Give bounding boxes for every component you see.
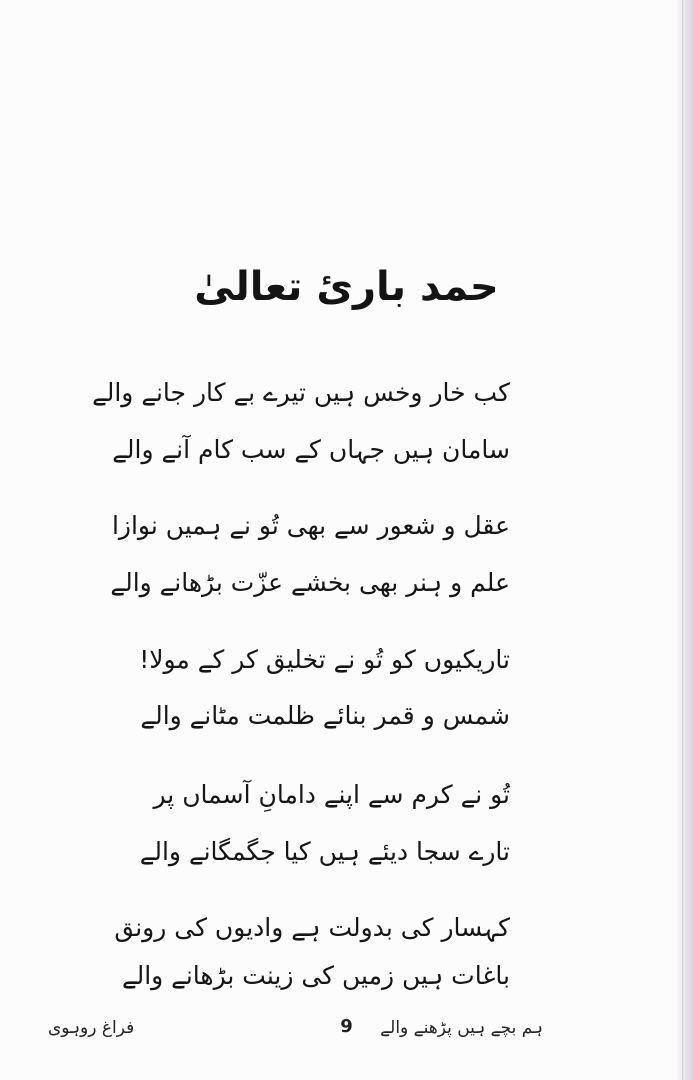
poem-line: سامان ہیں جہاں کے سب کام آنے والے [112, 435, 510, 464]
poem-line: تارے سجا دیئے ہیں کیا جگمگانے والے [139, 837, 510, 866]
poem-line: عقل و شعور سے بھی تُو نے ہمیں نوازا [111, 511, 510, 540]
poem-line: باغات ہیں زمیں کی زینت بڑھانے والے [121, 961, 510, 990]
poem-line: کہسار کی بدولت ہے وادیوں کی رونق [114, 913, 510, 942]
page-edge-line [682, 0, 683, 1080]
poem-title: حمد باریٔ تعالیٰ [194, 264, 499, 310]
poem-line: علم و ہنر بھی بخشے عزّت بڑھانے والے [110, 568, 510, 597]
poem-line: تاریکیوں کو تُو نے تخلیق کر کے مولا! [139, 645, 510, 674]
poem-line: کب خار وخس ہیں تیرے بے کار جانے والے [92, 378, 510, 407]
poem-line: شمس و قمر بنائے ظلمت مٹانے والے [140, 701, 510, 730]
page-number: 9 [340, 1016, 353, 1037]
poem-line: تُو نے کرم سے اپنے دامانِ آسماں پر [153, 780, 510, 809]
page-edge-shadow [675, 0, 693, 1080]
footer-book-title: ہم بچے ہیں پڑھنے والے [380, 1018, 543, 1038]
footer-author: فراغ روہوی [48, 1018, 135, 1038]
